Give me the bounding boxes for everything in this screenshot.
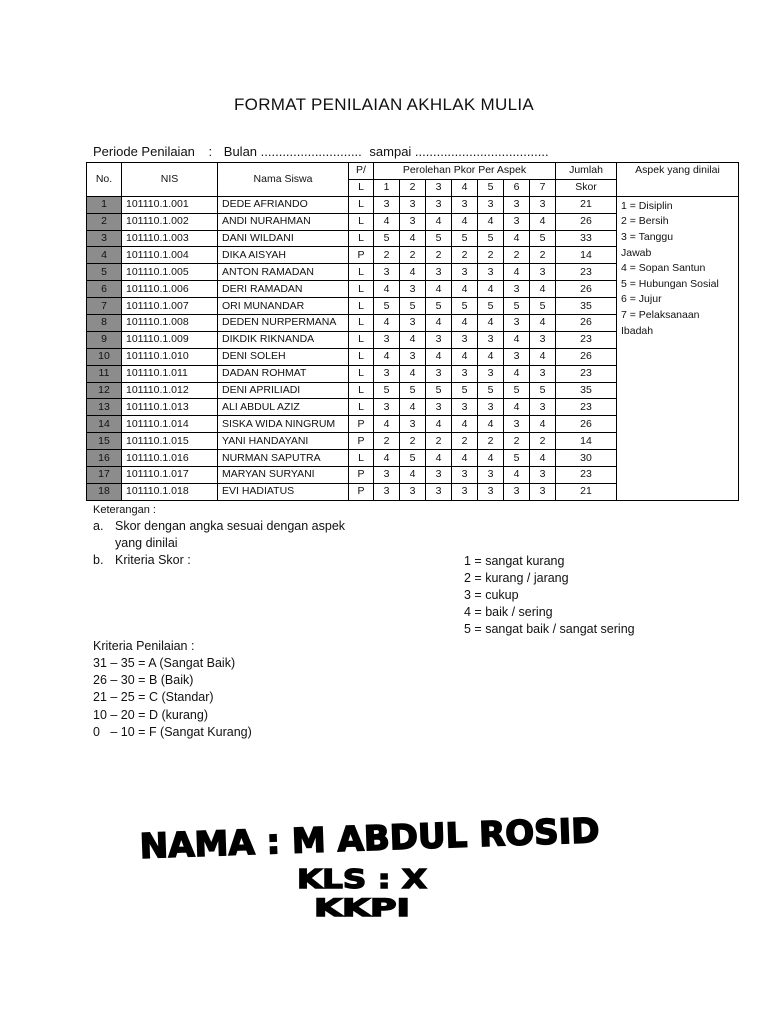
skor-item: 1 = sangat kurang (464, 554, 565, 568)
kriteria-item: 21 – 25 = C (Standar) (93, 690, 214, 704)
row-score-aspek-5: 2 (478, 247, 504, 264)
periode-bulan: Bulan ............................ (223, 144, 362, 159)
header-jumlah-top: Jumlah (556, 163, 617, 180)
row-nama: ALI ABDUL AZIZ (218, 399, 349, 416)
row-score-aspek-7: 4 (530, 348, 556, 365)
row-score-aspek-4: 3 (452, 483, 478, 500)
row-score-aspek-6: 3 (504, 315, 530, 332)
row-score-aspek-3: 3 (426, 365, 452, 382)
row-score-aspek-3: 4 (426, 213, 452, 230)
row-score-aspek-5: 3 (478, 264, 504, 281)
keterangan-a-label: a. (93, 519, 104, 533)
row-score-aspek-1: 3 (374, 467, 400, 484)
row-score-aspek-3: 3 (426, 483, 452, 500)
signature-line-2: KLS : X (297, 865, 427, 895)
row-score-aspek-5: 3 (478, 331, 504, 348)
row-score-aspek-1: 3 (374, 483, 400, 500)
kriteria-item: 31 – 35 = A (Sangat Baik) (93, 656, 236, 670)
score-table (86, 162, 739, 501)
row-no: 18 (87, 483, 122, 500)
row-nis: 101110.1.018 (122, 483, 218, 500)
row-jumlah-skor: 23 (556, 365, 617, 382)
row-nis: 101110.1.017 (122, 467, 218, 484)
handwritten-signature (130, 810, 610, 920)
kriteria-item: 0 – 10 = F (Sangat Kurang) (93, 725, 252, 739)
row-score-aspek-1: 4 (374, 416, 400, 433)
aspek-legend-item: Ibadah (621, 324, 654, 337)
row-score-aspek-6: 3 (504, 348, 530, 365)
row-jumlah-skor: 35 (556, 298, 617, 315)
keterangan-b-text: Kriteria Skor : (115, 553, 191, 567)
row-nama: DENI APRILIADI (218, 382, 349, 399)
row-nama: DEDEN NURPERMANA (218, 315, 349, 332)
row-score-aspek-3: 3 (426, 264, 452, 281)
row-score-aspek-2: 3 (400, 483, 426, 500)
row-score-aspek-1: 5 (374, 230, 400, 247)
row-score-aspek-5: 2 (478, 433, 504, 450)
row-score-aspek-5: 3 (478, 365, 504, 382)
kriteria-penilaian (93, 638, 252, 741)
row-score-aspek-7: 3 (530, 483, 556, 500)
row-gender: P (349, 247, 374, 264)
row-nis: 101110.1.012 (122, 382, 218, 399)
header-aspek-2: 2 (400, 179, 426, 196)
aspek-legend-item: 7 = Pelaksanaan (621, 308, 700, 321)
row-score-aspek-2: 5 (400, 450, 426, 467)
row-gender: L (349, 298, 374, 315)
aspek-legend-item: 5 = Hubungan Sosial (621, 277, 719, 290)
aspek-legend-item: 3 = Tanggu (621, 230, 674, 243)
row-nis: 101110.1.010 (122, 348, 218, 365)
row-score-aspek-2: 2 (400, 433, 426, 450)
row-score-aspek-5: 3 (478, 196, 504, 213)
skor-item: 2 = kurang / jarang (464, 571, 569, 585)
row-nis: 101110.1.001 (122, 196, 218, 213)
row-score-aspek-3: 4 (426, 450, 452, 467)
row-score-aspek-4: 5 (452, 230, 478, 247)
row-score-aspek-6: 2 (504, 247, 530, 264)
row-score-aspek-5: 3 (478, 483, 504, 500)
row-score-aspek-5: 4 (478, 348, 504, 365)
row-score-aspek-3: 3 (426, 331, 452, 348)
row-score-aspek-4: 3 (452, 264, 478, 281)
row-score-aspek-5: 3 (478, 467, 504, 484)
row-no: 8 (87, 315, 122, 332)
row-score-aspek-2: 5 (400, 298, 426, 315)
row-score-aspek-6: 5 (504, 298, 530, 315)
header-aspek-3: 3 (426, 179, 452, 196)
row-gender: L (349, 196, 374, 213)
row-score-aspek-3: 4 (426, 315, 452, 332)
row-score-aspek-4: 4 (452, 281, 478, 298)
table-row (87, 196, 739, 213)
row-nis: 101110.1.004 (122, 247, 218, 264)
kriteria-item: 10 – 20 = D (kurang) (93, 708, 208, 722)
row-gender: P (349, 416, 374, 433)
skor-item: 4 = baik / sering (464, 605, 553, 619)
row-score-aspek-4: 3 (452, 365, 478, 382)
header-aspek-dinilai: Aspek yang dinilai (617, 163, 739, 197)
row-score-aspek-4: 4 (452, 450, 478, 467)
row-nama: ANDI NURAHMAN (218, 213, 349, 230)
keterangan-heading: Keterangan : (93, 504, 156, 516)
row-score-aspek-7: 3 (530, 331, 556, 348)
row-score-aspek-5: 3 (478, 399, 504, 416)
row-nis: 101110.1.002 (122, 213, 218, 230)
row-score-aspek-6: 4 (504, 230, 530, 247)
row-score-aspek-2: 4 (400, 230, 426, 247)
row-score-aspek-5: 4 (478, 416, 504, 433)
row-score-aspek-7: 3 (530, 467, 556, 484)
row-no: 6 (87, 281, 122, 298)
row-score-aspek-6: 4 (504, 264, 530, 281)
row-gender: L (349, 365, 374, 382)
row-jumlah-skor: 23 (556, 264, 617, 281)
row-nama: EVI HADIATUS (218, 483, 349, 500)
row-score-aspek-4: 3 (452, 399, 478, 416)
row-nama: DIKA AISYAH (218, 247, 349, 264)
row-score-aspek-5: 4 (478, 281, 504, 298)
row-jumlah-skor: 14 (556, 433, 617, 450)
aspek-legend-item: 4 = Sopan Santun (621, 262, 706, 275)
row-score-aspek-6: 4 (504, 365, 530, 382)
row-nama: ORI MUNANDAR (218, 298, 349, 315)
row-nama: NURMAN SAPUTRA (218, 450, 349, 467)
row-score-aspek-7: 4 (530, 416, 556, 433)
row-no: 15 (87, 433, 122, 450)
periode-sampai: sampai ..................................... (369, 144, 549, 159)
row-jumlah-skor: 21 (556, 196, 617, 213)
row-nama: DERI RAMADAN (218, 281, 349, 298)
row-gender: L (349, 264, 374, 281)
row-score-aspek-6: 3 (504, 416, 530, 433)
row-gender: L (349, 281, 374, 298)
row-score-aspek-1: 2 (374, 433, 400, 450)
row-score-aspek-5: 5 (478, 230, 504, 247)
row-score-aspek-7: 3 (530, 399, 556, 416)
row-nis: 101110.1.011 (122, 365, 218, 382)
row-nama: ANTON RAMADAN (218, 264, 349, 281)
row-score-aspek-1: 3 (374, 365, 400, 382)
row-score-aspek-2: 3 (400, 348, 426, 365)
row-score-aspek-1: 3 (374, 331, 400, 348)
keterangan-a-text-1: Skor dengan angka sesuai dengan aspek (115, 519, 346, 533)
row-score-aspek-2: 3 (400, 416, 426, 433)
periode-colon: : (208, 144, 213, 159)
row-score-aspek-6: 4 (504, 331, 530, 348)
periode-penilaian (93, 144, 553, 159)
row-score-aspek-7: 4 (530, 281, 556, 298)
row-jumlah-skor: 14 (556, 247, 617, 264)
row-no: 11 (87, 365, 122, 382)
row-no: 5 (87, 264, 122, 281)
header-nis: NIS (122, 163, 218, 197)
row-nama: DEDE AFRIANDO (218, 196, 349, 213)
row-nama: DENI SOLEH (218, 348, 349, 365)
row-nis: 101110.1.003 (122, 230, 218, 247)
keterangan-a (93, 518, 345, 552)
row-score-aspek-1: 4 (374, 213, 400, 230)
header-aspek-6: 6 (504, 179, 530, 196)
row-score-aspek-4: 4 (452, 213, 478, 230)
row-score-aspek-5: 5 (478, 298, 504, 315)
row-nis: 101110.1.006 (122, 281, 218, 298)
row-jumlah-skor: 35 (556, 382, 617, 399)
row-score-aspek-6: 5 (504, 382, 530, 399)
row-jumlah-skor: 23 (556, 399, 617, 416)
row-score-aspek-2: 3 (400, 281, 426, 298)
row-score-aspek-1: 4 (374, 315, 400, 332)
header-pl-top: P/ (349, 163, 374, 180)
row-nama: DADAN ROHMAT (218, 365, 349, 382)
row-score-aspek-7: 5 (530, 382, 556, 399)
row-gender: P (349, 433, 374, 450)
signature-line-1: NAMA : M ABDUL ROSID (139, 810, 601, 868)
row-gender: P (349, 467, 374, 484)
row-score-aspek-7: 2 (530, 247, 556, 264)
row-jumlah-skor: 23 (556, 331, 617, 348)
document-title: FORMAT PENILAIAN AKHLAK MULIA (234, 95, 534, 114)
header-aspek-5: 5 (478, 179, 504, 196)
aspek-legend-item: 1 = Disiplin (621, 199, 673, 212)
header-aspek-4: 4 (452, 179, 478, 196)
row-score-aspek-2: 3 (400, 196, 426, 213)
row-score-aspek-6: 3 (504, 483, 530, 500)
row-score-aspek-6: 3 (504, 213, 530, 230)
row-nama: DIKDIK RIKNANDA (218, 331, 349, 348)
row-score-aspek-5: 4 (478, 450, 504, 467)
row-score-aspek-3: 3 (426, 399, 452, 416)
header-no: No. (87, 163, 122, 197)
row-score-aspek-1: 3 (374, 399, 400, 416)
row-score-aspek-2: 4 (400, 331, 426, 348)
row-score-aspek-3: 2 (426, 433, 452, 450)
row-nis: 101110.1.016 (122, 450, 218, 467)
row-score-aspek-6: 4 (504, 399, 530, 416)
row-no: 14 (87, 416, 122, 433)
row-score-aspek-1: 4 (374, 450, 400, 467)
aspek-legend-item: Jawab (621, 246, 652, 259)
row-no: 2 (87, 213, 122, 230)
keterangan-b-label: b. (93, 553, 104, 567)
row-score-aspek-4: 2 (452, 247, 478, 264)
row-score-aspek-7: 4 (530, 213, 556, 230)
row-gender: L (349, 213, 374, 230)
row-score-aspek-2: 4 (400, 365, 426, 382)
row-score-aspek-6: 2 (504, 433, 530, 450)
row-score-aspek-1: 4 (374, 281, 400, 298)
row-nis: 101110.1.007 (122, 298, 218, 315)
row-score-aspek-3: 5 (426, 382, 452, 399)
row-nama: MARYAN SURYANI (218, 467, 349, 484)
aspek-legend-item: 6 = Jujur (621, 293, 662, 306)
row-gender: L (349, 230, 374, 247)
skor-item: 3 = cukup (464, 588, 519, 602)
row-score-aspek-4: 5 (452, 382, 478, 399)
row-no: 9 (87, 331, 122, 348)
header-aspek-1: 1 (374, 179, 400, 196)
row-score-aspek-7: 5 (530, 230, 556, 247)
row-no: 1 (87, 196, 122, 213)
header-perolehan: Perolehan Pkor Per Aspek (374, 163, 556, 180)
aspek-legend-item: 2 = Bersih (621, 215, 669, 228)
row-score-aspek-4: 5 (452, 298, 478, 315)
row-gender: P (349, 483, 374, 500)
row-score-aspek-4: 4 (452, 315, 478, 332)
header-nama: Nama Siswa (218, 163, 349, 197)
row-score-aspek-3: 5 (426, 298, 452, 315)
periode-label: Periode Penilaian (93, 144, 195, 159)
row-score-aspek-7: 5 (530, 298, 556, 315)
row-score-aspek-1: 4 (374, 348, 400, 365)
row-score-aspek-3: 4 (426, 348, 452, 365)
row-jumlah-skor: 26 (556, 416, 617, 433)
row-score-aspek-2: 4 (400, 264, 426, 281)
row-no: 12 (87, 382, 122, 399)
row-jumlah-skor: 30 (556, 450, 617, 467)
row-nis: 101110.1.005 (122, 264, 218, 281)
row-score-aspek-5: 5 (478, 382, 504, 399)
row-score-aspek-5: 4 (478, 315, 504, 332)
row-score-aspek-3: 5 (426, 230, 452, 247)
row-nama: YANI HANDAYANI (218, 433, 349, 450)
kriteria-item: 26 – 30 = B (Baik) (93, 673, 194, 687)
row-nis: 101110.1.015 (122, 433, 218, 450)
row-score-aspek-6: 3 (504, 281, 530, 298)
row-score-aspek-2: 3 (400, 315, 426, 332)
keterangan-b (93, 553, 191, 567)
row-jumlah-skor: 26 (556, 281, 617, 298)
header-pl-bottom: L (349, 179, 374, 196)
row-score-aspek-2: 4 (400, 399, 426, 416)
row-jumlah-skor: 26 (556, 315, 617, 332)
row-score-aspek-1: 2 (374, 247, 400, 264)
row-no: 7 (87, 298, 122, 315)
row-score-aspek-2: 3 (400, 213, 426, 230)
row-nis: 101110.1.013 (122, 399, 218, 416)
signature-line-3: KKPI (314, 894, 410, 920)
row-jumlah-skor: 26 (556, 348, 617, 365)
row-score-aspek-4: 4 (452, 348, 478, 365)
kriteria-skor-list (464, 553, 635, 638)
row-no: 16 (87, 450, 122, 467)
row-score-aspek-7: 3 (530, 196, 556, 213)
row-gender: L (349, 331, 374, 348)
header-jumlah-bottom: Skor (556, 179, 617, 196)
row-no: 17 (87, 467, 122, 484)
row-score-aspek-1: 5 (374, 382, 400, 399)
row-score-aspek-4: 4 (452, 416, 478, 433)
row-score-aspek-2: 4 (400, 467, 426, 484)
row-score-aspek-3: 3 (426, 467, 452, 484)
row-score-aspek-1: 3 (374, 264, 400, 281)
row-jumlah-skor: 33 (556, 230, 617, 247)
row-score-aspek-3: 4 (426, 416, 452, 433)
row-score-aspek-2: 5 (400, 382, 426, 399)
row-nama: DANI WILDANI (218, 230, 349, 247)
row-nis: 101110.1.014 (122, 416, 218, 433)
header-aspek-7: 7 (530, 179, 556, 196)
row-score-aspek-7: 3 (530, 365, 556, 382)
row-score-aspek-6: 5 (504, 450, 530, 467)
row-score-aspek-1: 5 (374, 298, 400, 315)
skor-item: 5 = sangat baik / sangat sering (464, 622, 635, 636)
row-gender: L (349, 399, 374, 416)
row-nis: 101110.1.009 (122, 331, 218, 348)
row-no: 10 (87, 348, 122, 365)
row-no: 3 (87, 230, 122, 247)
row-score-aspek-4: 3 (452, 196, 478, 213)
row-score-aspek-4: 3 (452, 467, 478, 484)
row-score-aspek-7: 2 (530, 433, 556, 450)
row-score-aspek-3: 4 (426, 281, 452, 298)
kriteria-heading: Kriteria Penilaian : (93, 639, 195, 653)
keterangan-a-text-2: yang dinilai (115, 536, 178, 550)
row-score-aspek-6: 3 (504, 196, 530, 213)
row-score-aspek-3: 3 (426, 196, 452, 213)
row-score-aspek-7: 4 (530, 450, 556, 467)
row-score-aspek-5: 4 (478, 213, 504, 230)
row-jumlah-skor: 23 (556, 467, 617, 484)
row-gender: L (349, 450, 374, 467)
aspek-legend (617, 196, 739, 500)
row-score-aspek-2: 2 (400, 247, 426, 264)
row-gender: L (349, 315, 374, 332)
row-no: 4 (87, 247, 122, 264)
row-gender: L (349, 382, 374, 399)
row-nama: SISKA WIDA NINGRUM (218, 416, 349, 433)
row-score-aspek-4: 2 (452, 433, 478, 450)
row-jumlah-skor: 21 (556, 483, 617, 500)
row-score-aspek-3: 2 (426, 247, 452, 264)
row-score-aspek-1: 3 (374, 196, 400, 213)
row-no: 13 (87, 399, 122, 416)
row-gender: L (349, 348, 374, 365)
row-score-aspek-4: 3 (452, 331, 478, 348)
row-score-aspek-6: 4 (504, 467, 530, 484)
row-nis: 101110.1.008 (122, 315, 218, 332)
row-jumlah-skor: 26 (556, 213, 617, 230)
row-score-aspek-7: 4 (530, 315, 556, 332)
row-score-aspek-7: 3 (530, 264, 556, 281)
